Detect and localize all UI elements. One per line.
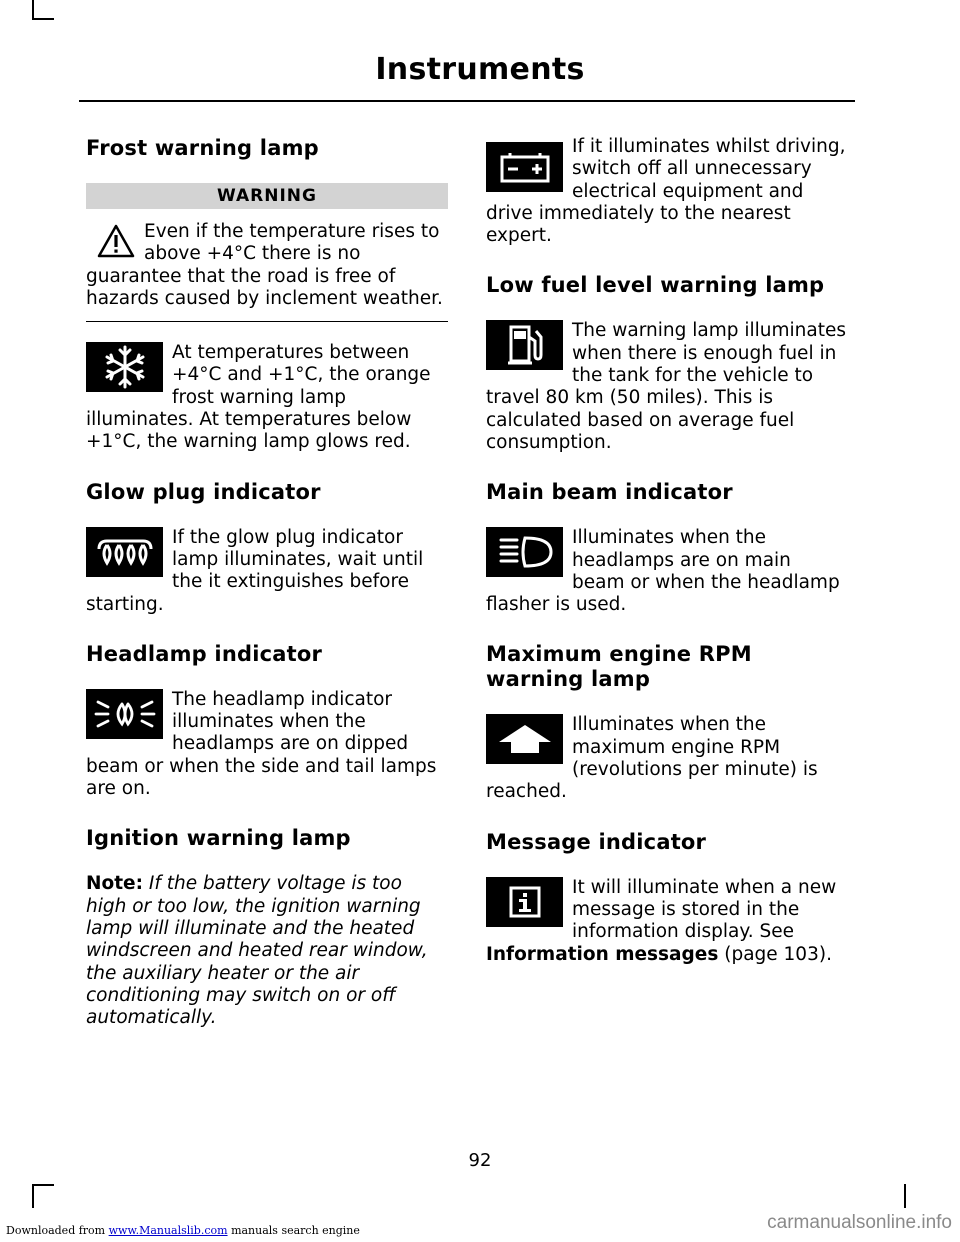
frost-body-block xyxy=(86,342,448,453)
mainbeam-section xyxy=(486,480,848,616)
info-icon xyxy=(486,877,563,927)
fuel-section xyxy=(486,273,848,454)
frost-body: At temperatures between +4°C and +1°C, the orange frost warning lamp illuminates. At temperatures below +1°C, the warning lamp glows red. xyxy=(86,342,431,453)
page-title: Instruments xyxy=(375,52,585,87)
shift-up-icon xyxy=(486,714,563,764)
download-credit xyxy=(6,1224,360,1237)
mainbeam-body: Illuminates when the headlamps are on main beam or when the headlamp flasher is used. xyxy=(486,527,840,616)
ignition-section xyxy=(86,826,448,1029)
glow-body: If the glow plug indicator lamp illuminates, wait until the it extinguishes before starting. xyxy=(86,526,424,615)
ignition-cont-section xyxy=(486,136,848,247)
left-column xyxy=(86,136,448,1049)
warning-text: Even if the temperature rises to above +4°C there is no guarantee that the road is free of hazards caused by inclement weather. xyxy=(86,221,443,309)
crop-mark xyxy=(32,0,34,20)
mainbeam-heading: Main beam indicator xyxy=(486,480,733,505)
headlamp-body: The headlamp indicator illuminates when the headlamps are on dipped beam or when the side and tail lamps are on. xyxy=(86,688,437,800)
battery-icon xyxy=(486,142,563,192)
warning-banner: WARNING xyxy=(86,183,448,209)
headlamp-section xyxy=(86,642,448,800)
note-text: If the battery voltage is too high or too low, the ignition warning lamp will illuminate and the heated windscreen and heated rear window, the auxiliary heater or the air conditioning may switch on or off automatically. xyxy=(86,873,428,1029)
fuel-body: The warning lamp illuminates when there is enough fuel in the tank for the vehicle to travel 80 km (50 miles). This is calculated based on average fuel consumption. xyxy=(486,320,847,453)
fuel-heading: Low fuel level warning lamp xyxy=(486,273,825,298)
ignition-cont-body: If it illuminates whilst driving, switch off all unnecessary electrical equipment and drive immediately to the nearest expert. xyxy=(486,136,846,247)
glow-section xyxy=(86,480,448,616)
ignition-heading: Ignition warning lamp xyxy=(86,826,351,851)
glow-plug-icon xyxy=(86,527,163,577)
crop-mark xyxy=(32,1184,54,1186)
download-suffix: manuals search engine xyxy=(231,1224,360,1237)
right-column xyxy=(486,136,848,986)
manualslib-link[interactable]: www.Manualslib.com xyxy=(108,1224,228,1237)
message-heading: Message indicator xyxy=(486,829,707,854)
message-text: It will illuminate when a new message is stored in the information display. See xyxy=(572,876,837,943)
side-lamps-icon xyxy=(86,689,163,739)
glow-heading: Glow plug indicator xyxy=(86,479,321,504)
title-divider xyxy=(79,100,855,102)
xref-page: (page 103). xyxy=(724,943,832,965)
warning-box xyxy=(86,221,448,322)
headlamp-heading: Headlamp indicator xyxy=(86,641,323,666)
snowflake-icon xyxy=(86,342,163,392)
crop-mark xyxy=(32,18,54,20)
warning-triangle-icon xyxy=(96,223,136,259)
crop-mark xyxy=(904,1184,906,1208)
rpm-section xyxy=(486,642,848,803)
frost-section xyxy=(86,136,448,454)
download-prefix: Downloaded from xyxy=(6,1224,106,1237)
note-label: Note: xyxy=(86,873,143,895)
fuel-pump-icon xyxy=(486,320,563,370)
message-section xyxy=(486,830,848,966)
ignition-note xyxy=(86,873,448,1029)
page-number: 92 xyxy=(468,1150,492,1171)
crop-mark xyxy=(32,1184,34,1208)
frost-heading: Frost warning lamp xyxy=(86,136,319,160)
site-watermark: carmanualsonline.info xyxy=(767,1212,952,1233)
rpm-heading: Maximum engine RPM warning lamp xyxy=(486,642,752,692)
main-beam-icon xyxy=(486,527,563,577)
information-messages-link[interactable]: Information messages xyxy=(486,943,719,965)
rpm-body: Illuminates when the maximum engine RPM (revolutions per minute) is reached. xyxy=(486,714,818,803)
